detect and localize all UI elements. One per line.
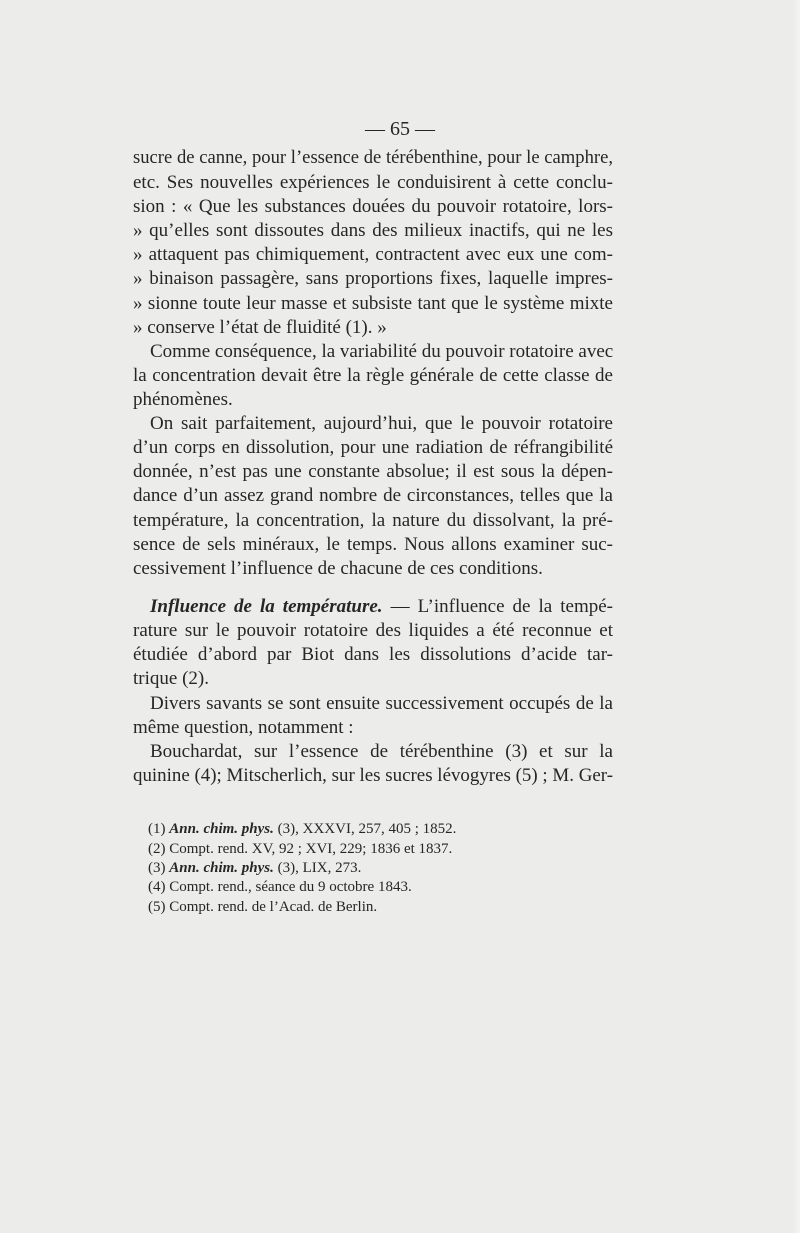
text-line: trique (2).	[133, 668, 209, 689]
text-line: même question, notamment :	[133, 717, 354, 738]
footnote-number: (2)	[148, 841, 166, 857]
text-line: rature sur le pouvoir rotatoire des liquides a été reconnue et	[133, 620, 613, 641]
text-line	[150, 596, 613, 618]
text-line: Comme conséquence, la variabilité du pouvoir rotatoire avec	[150, 341, 614, 362]
text-line: » conserve l’état de fluidité (1). »	[133, 317, 387, 338]
footnote-text: Compt. rend., séance du 9 octobre 1843.	[169, 879, 412, 895]
text-line: On sait parfaitement, aujourd’hui, que le pouvoir rotatoire	[150, 413, 613, 434]
footnote-number: (5)	[148, 899, 166, 915]
footnote-text: Compt. rend. XV, 92 ; XVI, 229; 1836 et 1837.	[169, 841, 453, 857]
footnote-journal: Ann. chim. phys.	[169, 860, 274, 876]
text-line: cessivement l’influence de chacune de ces conditions.	[133, 558, 543, 579]
text-line: sion : « Que les substances douées du pouvoir rotatoire, lors-	[133, 196, 613, 217]
footnote	[148, 859, 361, 877]
text-line: » qu’elles sont dissoutes dans des milieux inactifs, qui ne les	[133, 220, 613, 241]
text-line: d’un corps en dissolution, pour une radiation de réfrangibilité	[133, 437, 613, 458]
footnote-text: (3), XXXVI, 257, 405 ; 1852.	[277, 821, 457, 837]
page-number: — 65 —	[365, 118, 435, 140]
footnote-text: Compt. rend. de l’Acad. de Berlin.	[169, 899, 378, 915]
footnote	[148, 840, 452, 858]
text-line: quinine (4); Mitscherlich, sur les sucres lévogyres (5) ; M. Ger-	[133, 765, 613, 786]
text-line: » binaison passagère, sans proportions fixes, laquelle impres-	[133, 268, 613, 289]
page-edge	[792, 0, 800, 1233]
text-line: phénomènes.	[133, 389, 233, 410]
text-line: donnée, n’est pas une constante absolue; il est sous la dépen-	[133, 461, 613, 482]
footnote-text: (3), LIX, 273.	[277, 860, 362, 876]
text-line: la concentration devait être la règle générale de cette classe de	[133, 365, 613, 386]
section-heading: Influence de la température.	[150, 596, 383, 617]
footnote-number: (1)	[148, 821, 166, 837]
text-line: température, la concentration, la nature du dissolvant, la pré-	[133, 510, 613, 531]
text-span: — L’influence de la tempé-	[390, 596, 614, 617]
footnote	[148, 898, 377, 916]
text-line: dance d’un assez grand nombre de circonstances, telles que la	[133, 485, 613, 506]
footnote-journal: Ann. chim. phys.	[169, 821, 274, 837]
text-line: Bouchardat, sur l’essence de térébenthine (3) et sur la	[150, 741, 613, 762]
footnote-number: (3)	[148, 860, 166, 876]
footnote	[148, 820, 456, 838]
text-line: étudiée d’abord par Biot dans les dissolutions d’acide tar-	[133, 644, 613, 665]
text-line: sence de sels minéraux, le temps. Nous allons examiner suc-	[133, 534, 613, 555]
text-line: » sionne toute leur masse et subsiste tant que le système mixte	[133, 293, 613, 314]
text-line: Divers savants se sont ensuite successivement occupés de la	[150, 693, 613, 714]
footnote-number: (4)	[148, 879, 166, 895]
footnote	[148, 878, 412, 896]
text-line: sucre de canne, pour l’essence de térébenthine, pour le camphre,	[133, 147, 613, 168]
text-line: » attaquent pas chimiquement, contractent avec eux une com-	[133, 244, 613, 265]
text-line: etc. Ses nouvelles expériences le conduisirent à cette conclu-	[133, 172, 613, 193]
